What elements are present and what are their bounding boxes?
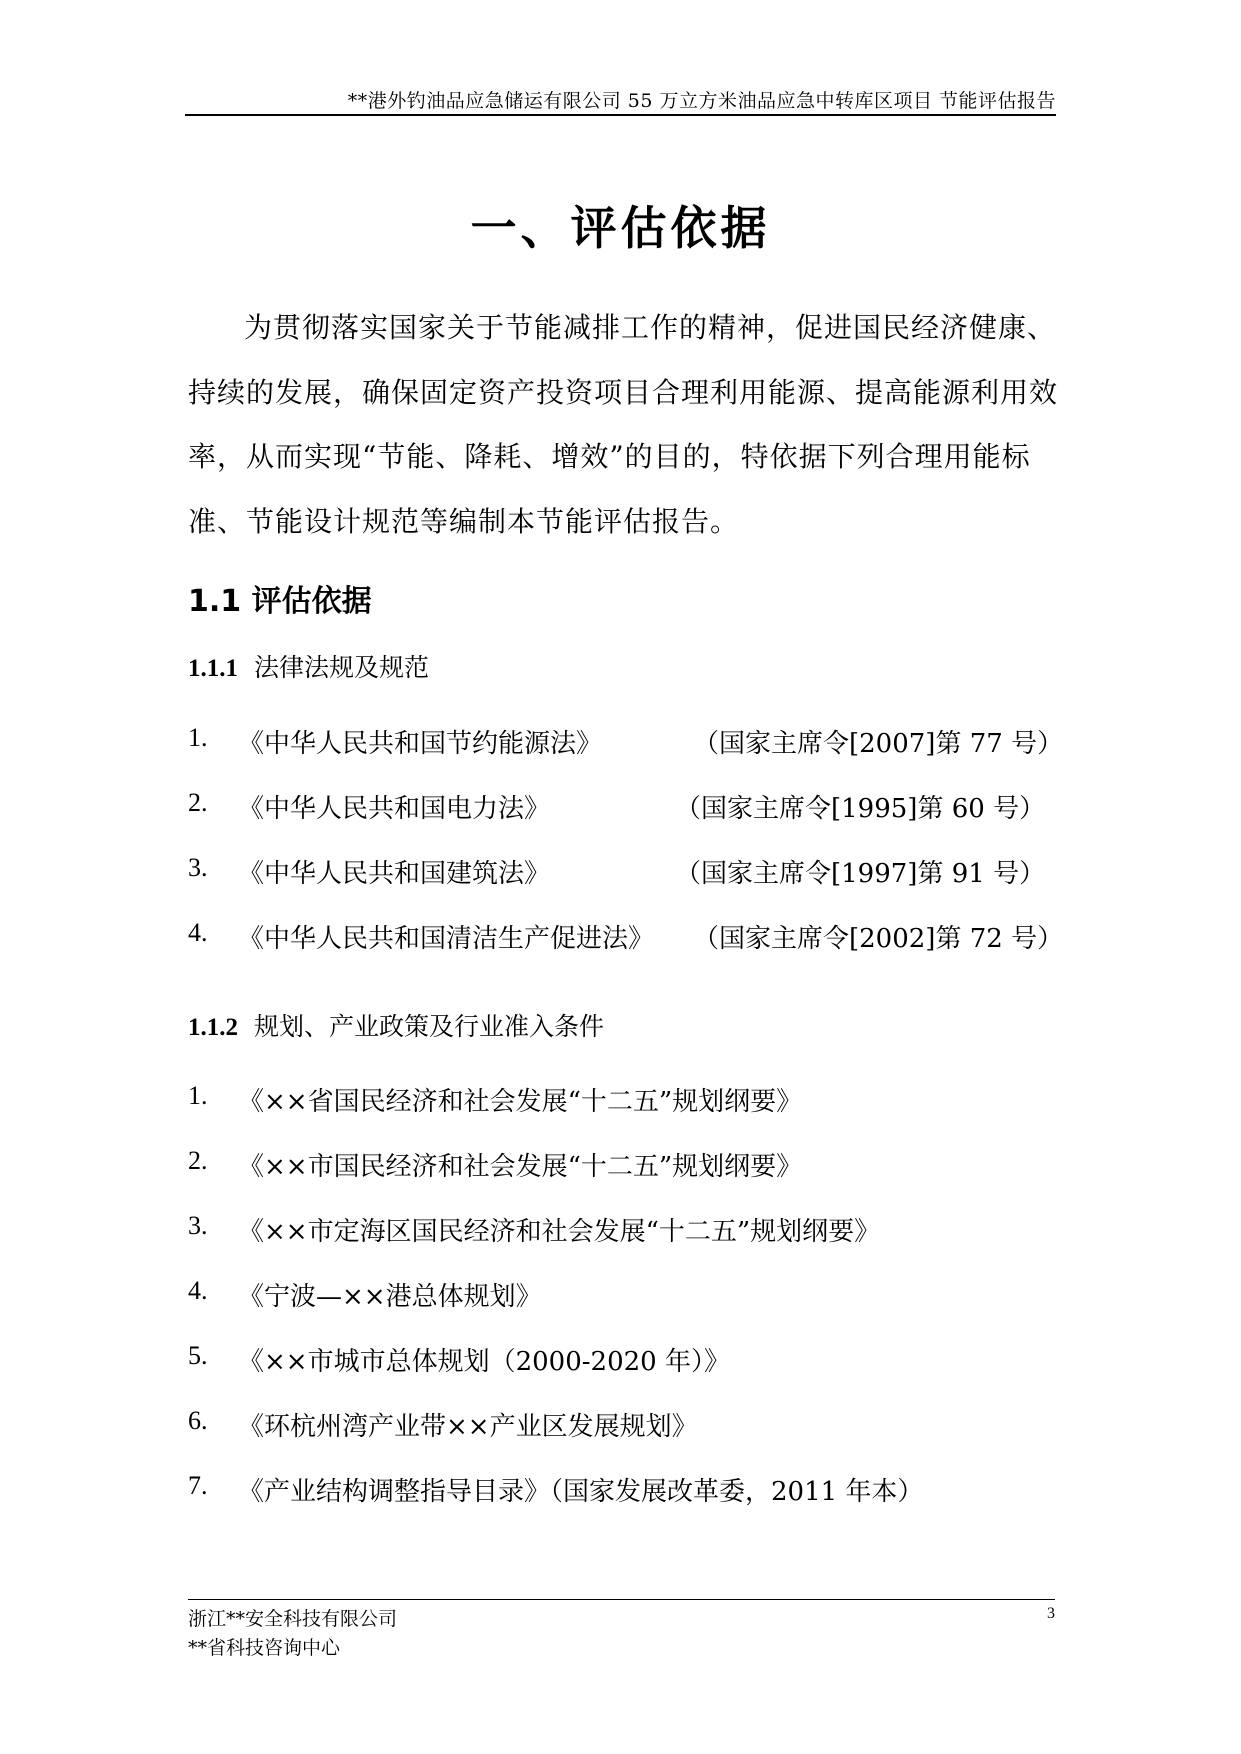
plan-list-item [188,1341,1068,1381]
law-reference: （国家主席令[1995]第 60 号） [675,794,1046,824]
page-number: 3 [1047,1605,1055,1622]
law-list-item [188,918,1068,958]
plan-title: 《××市城市总体规划（2000-2020 年）》 [238,1347,730,1377]
plan-list-item [188,1211,1068,1251]
list-index: 2. [188,1146,208,1175]
plan-title: 《××市定海区国民经济和社会发展“十二五”规划纲要》 [238,1217,881,1247]
section-number: 1.1.2 [188,1014,238,1041]
plan-list-item [188,1146,1068,1186]
plan-title: 《产业结构调整指导目录》（国家发展改革委，2011 年本） [238,1477,924,1507]
list-index: 3. [188,853,208,882]
section-heading-1-1: 1.1 评估依据 [188,584,372,619]
list-index: 1. [188,723,208,752]
law-reference: （国家主席令[2002]第 72 号） [693,924,1064,954]
footer-center: **省科技咨询中心 [188,1637,341,1659]
law-list-item [188,853,1068,893]
law-list-item [188,788,1068,828]
plan-list-item [188,1471,1068,1511]
running-header: **港外钓油品应急储运有限公司 55 万立方米油品应急中转库区项目 节能评估报告 [347,90,1056,112]
section-heading-1-1-2 [188,1007,604,1043]
footer-divider [188,1599,1055,1600]
section-number: 1.1.1 [188,655,238,682]
intro-paragraph: 为贯彻落实国家关于节能减排工作的精神，促进国民经济健康、持续的发展，确保固定资产投资项目合理利用能源、提高能源利用效率，从而实现“节能、降耗、增效”的目的，特依据下列合理用能标准、节能设计规范等编制本节能评估报告。 [188,311,1059,538]
law-title: 《中华人民共和国电力法》 [238,794,551,824]
section-heading-1-1-1 [188,648,429,684]
law-list-item [188,723,1068,763]
section-title: 规划、产业政策及行业准入条件 [254,1012,605,1041]
chapter-title: 一、评估依据 [470,201,771,255]
law-reference: （国家主席令[1997]第 91 号） [675,859,1046,889]
header-divider [185,114,1056,116]
plan-list-item [188,1406,1068,1446]
list-index: 4. [188,918,208,947]
plan-list-item [188,1081,1068,1121]
law-title: 《中华人民共和国节约能源法》 [238,729,603,759]
plan-title: 《××市国民经济和社会发展“十二五”规划纲要》 [238,1152,803,1182]
law-title: 《中华人民共和国清洁生产促进法》 [238,924,655,954]
plan-title: 《宁波—××港总体规划》 [238,1282,542,1312]
list-index: 7. [188,1471,208,1500]
law-reference: （国家主席令[2007]第 77 号） [693,729,1064,759]
law-title: 《中华人民共和国建筑法》 [238,859,551,889]
list-index: 1. [188,1081,208,1110]
section-title: 法律法规及规范 [254,653,430,682]
list-index: 3. [188,1211,208,1240]
list-index: 4. [188,1276,208,1305]
footer-company: 浙江**安全科技有限公司 [188,1608,398,1630]
plan-list-item [188,1276,1068,1316]
plan-title: 《××省国民经济和社会发展“十二五”规划纲要》 [238,1087,803,1117]
plan-title: 《环杭州湾产业带××产业区发展规划》 [238,1412,698,1442]
list-index: 6. [188,1406,208,1435]
list-index: 5. [188,1341,208,1370]
list-index: 2. [188,788,208,817]
